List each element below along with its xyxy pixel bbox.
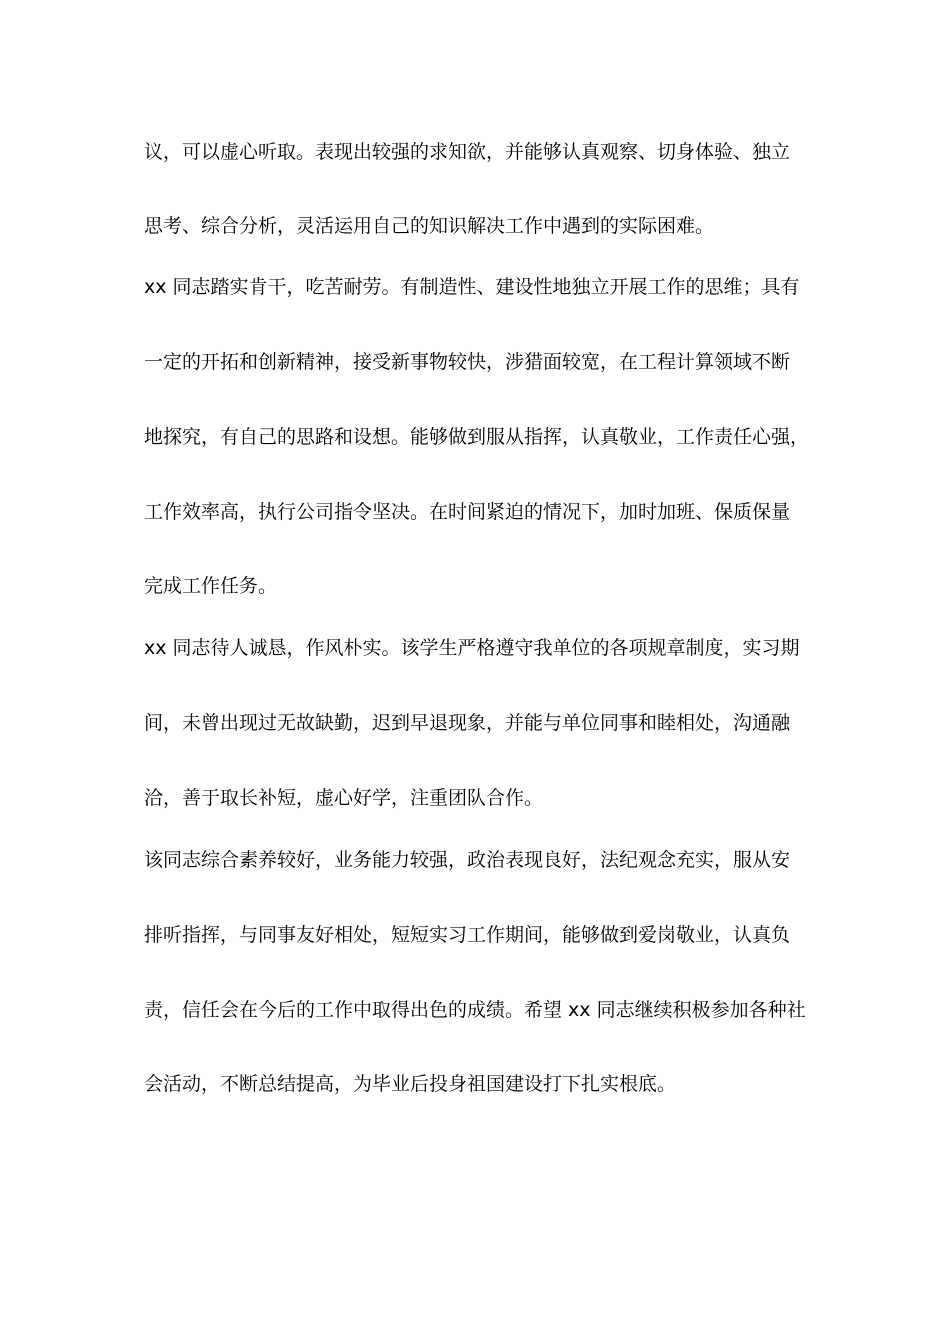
- paragraph-4-line-3: 责，信任会在今后的工作中取得出色的成绩。希望 xx 同志继续积极参加各种社: [144, 999, 806, 1021]
- paragraph-4-line-4: 会活动，不断总结提高，为毕业后投身祖国建设打下扎实根底。: [144, 1073, 677, 1095]
- paragraph-2-line-2: 一定的开拓和创新精神，接受新事物较快，涉猎面较宽，在工程计算领域不断: [144, 351, 791, 373]
- paragraph-4-line-1: 该同志综合素养较好，业务能力较强，政治表现良好，法纪观念充实，服从安: [144, 849, 791, 871]
- paragraph-2-line-5: 完成工作任务。: [144, 575, 278, 597]
- paragraph-1-line-2: 思考、综合分析，灵活运用自己的知识解决工作中遇到的实际困难。: [144, 215, 715, 237]
- paragraph-2-line-1: xx 同志踏实肯干，吃苦耐劳。有制造性、建设性地独立开展工作的思维；具有: [144, 276, 800, 298]
- paragraph-3-line-3: 洽，善于取长补短，虚心好学，注重团队合作。: [144, 787, 544, 809]
- paragraph-3-line-1: xx 同志待人诚恳，作风朴实。该学生严格遵守我单位的各项规章制度，实习期: [144, 637, 800, 659]
- paragraph-3-line-2: 间，未曾出现过无故缺勤，迟到早退现象，并能与单位同事和睦相处，沟通融: [144, 712, 791, 734]
- paragraph-2-line-4: 工作效率高，执行公司指令坚决。在时间紧迫的情况下，加时加班、保质保量: [144, 501, 791, 523]
- paragraph-2-line-3: 地探究，有自己的思路和设想。能够做到服从指挥，认真敬业，工作责任心强，: [144, 426, 810, 448]
- paragraph-4-line-2: 排听指挥，与同事友好相处，短短实习工作期间，能够做到爱岗敬业，认真负: [144, 924, 791, 946]
- paragraph-1-line-1: 议，可以虚心听取。表现出较强的求知欲，并能够认真观察、切身体验、独立: [144, 141, 791, 163]
